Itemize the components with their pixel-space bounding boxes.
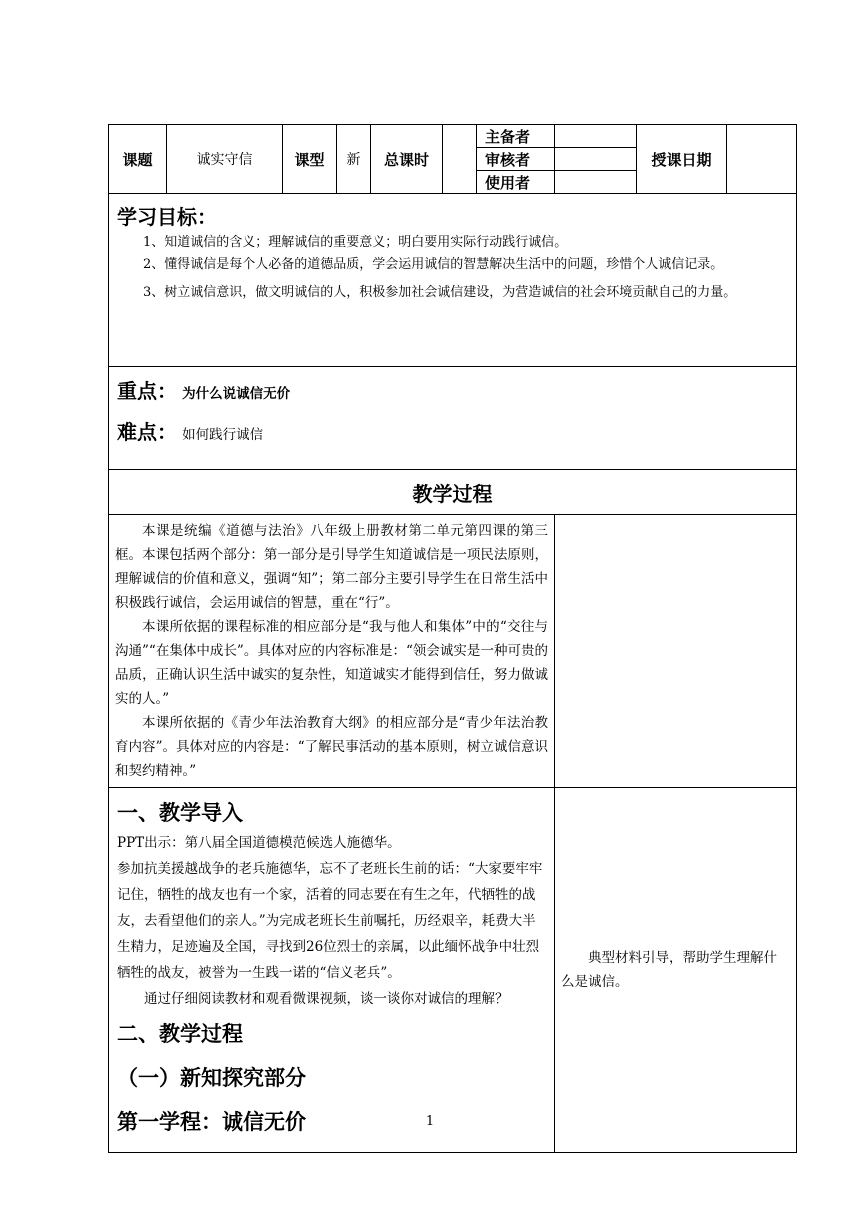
key-point-label: 重点： <box>117 379 177 403</box>
role-user-value <box>555 171 637 194</box>
topic-label: 课题 <box>109 125 167 194</box>
lesson-plan-document <box>108 124 796 1153</box>
objective-item: 1、知道诚信的含义；理解诚信的重要意义；明白要用实际行动践行诚信。 <box>143 235 568 250</box>
analysis-paragraph: 本课所依据的《青少年法治教育大纲》的相应部分是“青少年法治教育内容”。具体对应的内容是：“了解民事活动的基本原则，树立诚信意识和契约精神。” <box>115 715 548 779</box>
role-preparer-value <box>555 125 637 148</box>
objectives-title: 学习目标： <box>117 205 217 229</box>
focus-section <box>109 367 797 470</box>
difficult-point-label: 难点： <box>117 420 177 444</box>
type-label: 课型 <box>283 125 337 194</box>
topic-value: 诚实守信 <box>167 125 283 194</box>
step-heading: 第一学程：诚信无价 <box>117 1110 306 1134</box>
lesson-analysis <box>109 515 555 788</box>
key-point-value: 为什么说诚信无价 <box>182 386 291 402</box>
lesson-plan-table <box>108 124 797 1153</box>
page-number: 1 <box>425 1114 435 1129</box>
type-value: 新 <box>337 125 371 194</box>
role-preparer-label: 主备者 <box>477 125 555 148</box>
objectives-section <box>109 194 797 367</box>
role-reviewer-label: 审核者 <box>477 148 555 171</box>
ppt-line: PPT出示：第八届全国道德模范候选人施德华。 <box>117 835 401 851</box>
role-user-label: 使用者 <box>477 171 555 194</box>
date-label: 授课日期 <box>637 125 727 194</box>
subsection-heading: （一）新知探究部分 <box>117 1066 306 1090</box>
section-process-heading: 二、教学过程 <box>117 1022 243 1046</box>
side-note-cell <box>555 788 797 1153</box>
objective-item: 2、懂得诚信是每个人必备的道德品质，学会运用诚信的智慧解决生活中的问题，珍惜个人诚信记录。 <box>143 257 724 272</box>
difficult-point-value: 如何践行诚信 <box>182 427 264 443</box>
side-note: 典型材料引导，帮助学生理解什么是诚信。 <box>561 950 777 990</box>
teaching-process-cell <box>109 788 555 1153</box>
hours-label: 总课时 <box>371 125 443 194</box>
date-value <box>727 125 797 194</box>
role-reviewer-value <box>555 148 637 171</box>
question-line: 通过仔细阅读教材和观看微课视频，谈一谈你对诚信的理解？ <box>144 991 509 1007</box>
section-intro-heading: 一、教学导入 <box>117 801 243 825</box>
hours-value <box>443 125 477 194</box>
objective-item: 3、树立诚信意识，做文明诚信的人，积极参加社会诚信建设，为营造诚信的社会环境贡献自己的力量。 <box>143 285 737 300</box>
analysis-paragraph: 本课是统编《道德与法治》八年级上册教材第二单元第四课的第三框。本课包括两个部分：第一部分是引导学生知道诚信是一项民法原则，理解诚信的价值和意义，强调“知”；第二部分主要引导学生在日常生活中积极践行诚信，会运用诚信的智慧，重在“行”。 <box>115 523 548 611</box>
story-paragraph: 参加抗美援越战争的老兵施德华，忘不了老班长生前的话：“大家要牢牢记住，牺牲的战友也有一个家，活着的同志要在有生之年，代牺牲的战友，去看望他们的亲人。”为完成老班长生前嘱托，历经艰辛，耗费大半生精力，足迹遍及全国，寻找到26位烈士的亲属，以此缅怀战争中壮烈牺牲的战友，被誉为一生践一诺的“信义老兵”。 <box>117 861 543 981</box>
analysis-side-cell <box>555 515 797 788</box>
analysis-paragraph: 本课所依据的课程标准的相应部分是“我与他人和集体”中的“交往与沟通”“在集体中成长”。具体对应的内容标准是：“领会诚实是一种可贵的品质，正确认识生活中诚实的复杂性，知道诚实才能得到信任，努力做诚实的人。” <box>115 619 548 707</box>
process-title: 教学过程 <box>109 470 797 515</box>
